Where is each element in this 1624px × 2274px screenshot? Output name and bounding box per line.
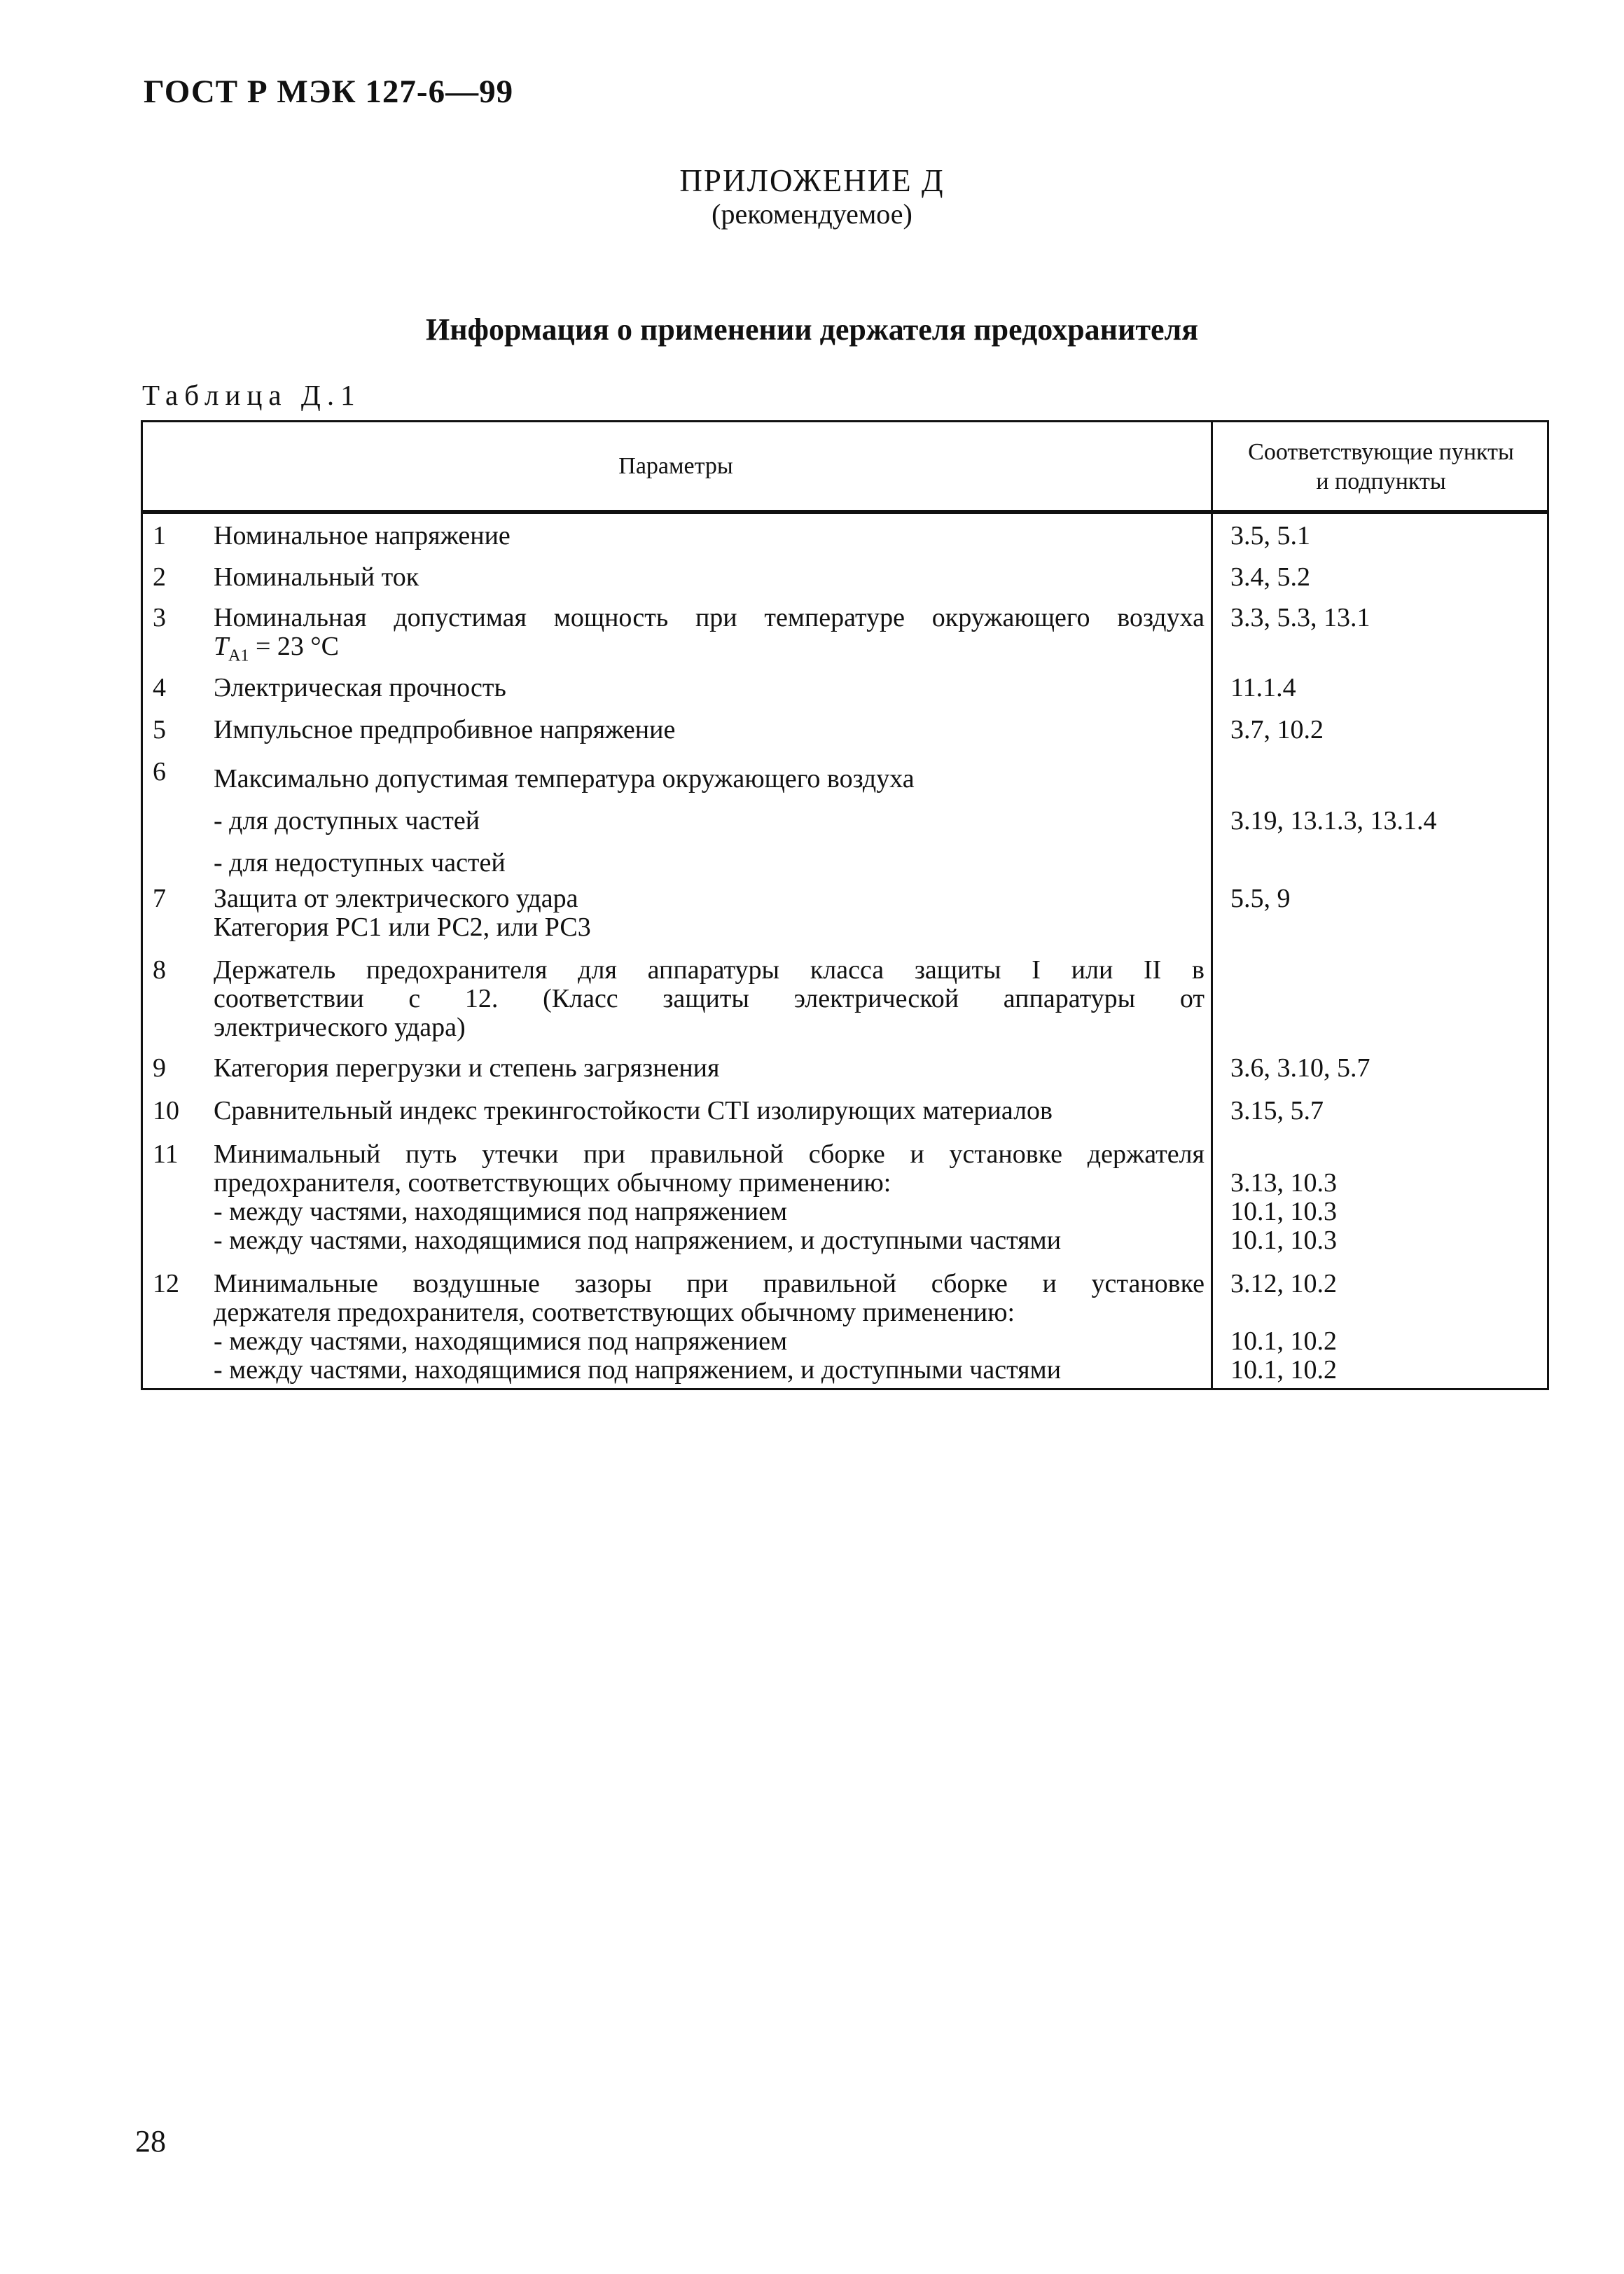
parameter-line: - между частями, находящимися под напряжением	[214, 1197, 788, 1226]
row-clauses	[1230, 758, 1539, 884]
row-parameter	[214, 956, 1205, 1042]
row-clauses	[1230, 716, 1539, 744]
clause-line: 10.1, 10.3	[1230, 1226, 1337, 1255]
parameter-line: электрического удара)	[214, 1013, 466, 1042]
symbol-subscript: A1	[228, 646, 249, 665]
row-clauses	[1230, 563, 1539, 592]
row-clauses	[1230, 604, 1539, 632]
column-header-clauses-line1: Соответствующие пункты	[1248, 439, 1514, 465]
row-parameter	[214, 885, 1205, 942]
row-number: 12	[153, 1269, 179, 1298]
row-number: 7	[153, 884, 166, 913]
row-number: 6	[153, 757, 166, 786]
column-header-parameters: Параметры	[618, 453, 733, 479]
parameter-line: Держатель предохранителя для аппаратуры класса защиты I или II в	[214, 955, 1205, 985]
parameter-line: держателя предохранителя, соответствующих обычному применению:	[214, 1298, 1015, 1327]
row-clauses	[1230, 885, 1539, 913]
clause-line: 11.1.4	[1230, 673, 1296, 702]
row-number: 5	[153, 715, 166, 744]
parameter-line: - между частями, находящимися под напряжением	[214, 1326, 788, 1356]
column-divider	[1211, 420, 1213, 1390]
section-title: Информация о применении держателя предохранителя	[425, 312, 1198, 347]
row-parameter	[214, 604, 1205, 671]
clause-line: 3.19, 13.1.3, 13.1.4	[1230, 806, 1437, 836]
temperature-symbol	[214, 632, 1205, 671]
parameter-line: предохранителя, соответствующих обычному применению:	[214, 1168, 891, 1198]
clause-line: 3.4, 5.2	[1230, 562, 1310, 592]
parameter-line: Номинальный ток	[214, 562, 419, 592]
page-number: 28	[135, 2124, 166, 2158]
clause-line: 3.6, 3.10, 5.7	[1230, 1053, 1370, 1083]
row-number: 4	[153, 673, 166, 702]
row-clauses	[1230, 674, 1539, 702]
document-id: ГОСТ Р МЭК 127-6—99	[144, 74, 514, 110]
parameter-line: Номинальное напряжение	[214, 521, 511, 550]
parameter-line: Защита от электрического удара	[214, 884, 578, 913]
parameter-line: Электрическая прочность	[214, 673, 506, 702]
parameter-line: Максимально допустимая температура окружающего воздуха	[214, 764, 915, 793]
clause-line: 3.15, 5.7	[1230, 1096, 1324, 1125]
row-parameter	[214, 1054, 1205, 1083]
row-clauses	[1230, 1054, 1539, 1083]
parameter-line: Сравнительный индекс трекингостойкости СТI изолирующих материалов	[214, 1096, 1053, 1125]
symbol-t: T	[214, 632, 229, 661]
row-number: 10	[153, 1096, 179, 1125]
parameter-line: Минимальный путь утечки при правильной сборке и установке держателя	[214, 1139, 1205, 1169]
clause-line	[1230, 1298, 1539, 1327]
parameter-line: - между частями, находящимися под напряжением, и доступными частями	[214, 1226, 1062, 1255]
clause-line: 10.1, 10.2	[1230, 1326, 1337, 1356]
clause-line: 3.5, 5.1	[1230, 521, 1310, 550]
column-header-clauses	[1213, 438, 1549, 497]
row-parameter	[214, 716, 1205, 744]
parameter-line: Импульсное предпробивное напряжение	[214, 715, 676, 744]
annex-status: (рекомендуемое)	[712, 198, 912, 230]
clause-line	[1230, 1140, 1539, 1169]
row-parameter	[214, 522, 1205, 550]
row-number: 8	[153, 955, 166, 985]
row-parameter	[214, 758, 1205, 884]
clause-line: 3.13, 10.3	[1230, 1168, 1337, 1198]
annex-title: ПРИЛОЖЕНИЕ Д	[679, 163, 945, 198]
row-number: 1	[153, 521, 166, 550]
row-number: 11	[153, 1139, 179, 1169]
column-header-clauses-line2: и подпункты	[1316, 469, 1446, 494]
row-parameter	[214, 1140, 1205, 1255]
parameter-line: соответствии с 12. (Класс защиты электрической аппаратуры от	[214, 984, 1205, 1013]
row-clauses	[1230, 1140, 1539, 1255]
parameter-line: Минимальные воздушные зазоры при правильной сборке и установке	[214, 1269, 1205, 1298]
clause-line: 3.7, 10.2	[1230, 715, 1324, 744]
row-number: 3	[153, 603, 166, 632]
parameter-line: - между частями, находящимися под напряжением, и доступными частями	[214, 1355, 1062, 1385]
symbol-value: = 23 °С	[249, 632, 339, 661]
row-number: 2	[153, 562, 166, 592]
parameter-line: Категория РС1 или РС2, или РС3	[214, 913, 591, 942]
table-label: Таблица Д.1	[142, 379, 361, 411]
header-divider	[141, 510, 1549, 514]
parameter-line: - для недоступных частей	[214, 848, 506, 878]
row-clauses	[1230, 522, 1539, 550]
parameter-line: Номинальная допустимая мощность при температуре окружающего воздуха	[214, 603, 1205, 632]
row-parameter	[214, 674, 1205, 702]
clause-line	[1230, 758, 1539, 800]
row-parameter	[214, 1270, 1205, 1385]
clause-line	[1230, 842, 1539, 884]
clause-line: 3.12, 10.2	[1230, 1269, 1337, 1298]
parameter-line: - для доступных частей	[214, 806, 480, 836]
row-parameter	[214, 563, 1205, 592]
clause-line: 5.5, 9	[1230, 884, 1291, 913]
row-clauses	[1230, 1097, 1539, 1125]
clause-line: 3.3, 5.3, 13.1	[1230, 603, 1370, 632]
clause-line: 10.1, 10.3	[1230, 1197, 1337, 1226]
clause-line: 10.1, 10.2	[1230, 1355, 1337, 1385]
row-number: 9	[153, 1053, 166, 1083]
parameter-line: Категория перегрузки и степень загрязнения	[214, 1053, 720, 1083]
row-clauses	[1230, 1270, 1539, 1385]
row-parameter	[214, 1097, 1205, 1125]
